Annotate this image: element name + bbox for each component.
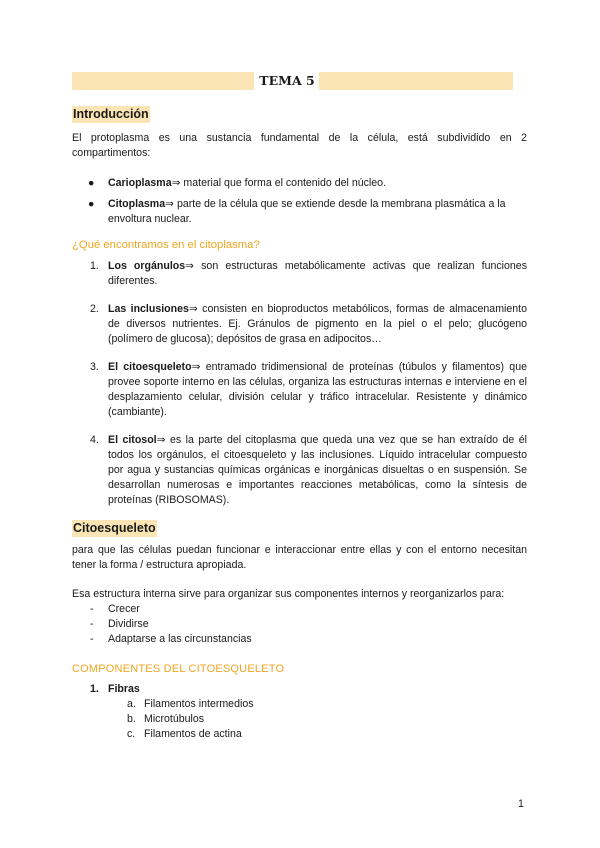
list-item: [72, 602, 527, 617]
cito-dash-list: [72, 602, 527, 647]
cito-paragraph-2: Esa estructura interna sirve para organizar sus componentes internos y reorganizarlos para:: [72, 588, 505, 600]
components-section: [72, 661, 527, 742]
item-label: Fibras: [108, 683, 140, 695]
item-text: Filamentos de actina: [144, 728, 242, 740]
intro-section: [72, 106, 527, 227]
arrow-icon: ⇒: [156, 434, 166, 446]
item-text: entramado tridimensional de proteínas (túbulos y filamentos) que provee soporte interno en las células, organiza las estructuras internas e interviene en el desplazamiento celular, división celular y tráfico intracelular. Resistente y dinámico (cambiante).: [108, 361, 527, 418]
question-list: [72, 259, 527, 508]
cito-heading: Citoesqueleto: [73, 521, 156, 535]
item-number: 1.: [90, 260, 99, 272]
list-item: [72, 360, 527, 420]
arrow-icon: ⇒: [171, 177, 181, 189]
title-bar: [72, 72, 527, 90]
dash-text: Crecer: [108, 603, 140, 615]
intro-heading: Introducción: [73, 107, 149, 121]
item-term: El citosol: [108, 434, 157, 446]
title-highlight-left: [72, 72, 254, 90]
item-text: Filamentos intermedios: [144, 698, 254, 710]
item-term: El citoesqueleto: [108, 361, 192, 373]
document-page: [72, 72, 527, 742]
cito-paragraph-1: para que las células puedan funcionar e interaccionar entre ellas y con el entorno necesitan tener la forma / estructura apropiada.: [72, 544, 527, 571]
bullet-text: material que forma el contenido del núcleo.: [180, 177, 387, 189]
question-heading: ¿Qué encontramos en el citoplasma?: [72, 239, 260, 251]
item-text: es la parte del citoplasma que queda una vez que se han extraído de él todos los orgánulos, el citoesqueleto y las inclusiones. Líquido intracelular compuesto por agua y sustancias químicas orgánicas e inorgánicas disueltas o en suspensión. Se desarrollan numerosas e importantes reacciones metabólicas, como la síntesis de proteínas (RIBOSOMAS).: [108, 434, 527, 506]
item-text: son estructuras metabólicamente activas que realizan funciones diferentes.: [108, 260, 527, 287]
list-item: [72, 727, 527, 742]
list-item: [72, 632, 527, 647]
item-letter: a.: [127, 698, 136, 710]
components-heading: COMPONENTES DEL CITOESQUELETO: [72, 663, 285, 675]
item-letter: b.: [127, 713, 136, 725]
item-letter: c.: [127, 728, 136, 740]
cito-section: [72, 520, 527, 647]
components-sublist: [72, 697, 527, 742]
item-number: 3.: [90, 361, 99, 373]
item-text: Microtúbulos: [144, 713, 205, 725]
list-item: [72, 433, 527, 508]
item-term: Los orgánulos: [108, 260, 186, 272]
bullet-text: parte de la célula que se extiende desde la membrana plasmática a la envoltura nuclear.: [108, 198, 506, 225]
arrow-icon: ⇒: [185, 260, 195, 272]
question-section: [72, 237, 527, 508]
item-term: Las inclusiones: [108, 303, 189, 315]
item-number: 4.: [90, 434, 99, 446]
page-title: TEMA 5: [259, 73, 315, 88]
item-number: 1.: [90, 683, 99, 695]
dash-icon: -: [90, 618, 94, 630]
intro-paragraph: El protoplasma es una sustancia fundamental de la célula, está subdividido en 2 compartimentos:: [72, 132, 527, 159]
list-item: [72, 176, 527, 191]
list-item: [72, 617, 527, 632]
intro-bullet-list: [72, 176, 527, 227]
list-item: [72, 259, 527, 289]
list-item: [72, 682, 527, 697]
list-item: [72, 712, 527, 727]
arrow-icon: ⇒: [191, 361, 201, 373]
item-number: 2.: [90, 303, 99, 315]
arrow-icon: ⇒: [188, 303, 198, 315]
dash-icon: -: [90, 633, 94, 645]
arrow-icon: ⇒: [165, 198, 174, 210]
dash-icon: -: [90, 603, 94, 615]
title-highlight-right: [319, 72, 513, 90]
components-list: [72, 682, 527, 697]
dash-text: Dividirse: [108, 618, 149, 630]
bullet-term: Carioplasma: [108, 177, 172, 189]
bullet-icon: ●: [88, 177, 95, 189]
dash-text: Adaptarse a las circunstancias: [108, 633, 252, 645]
page-number: 1: [518, 798, 524, 810]
list-item: [72, 697, 527, 712]
bullet-term: Citoplasma: [108, 198, 166, 210]
bullet-icon: ●: [88, 198, 95, 210]
item-text: consisten en bioproductos metabólicos, formas de almacenamiento de diversos nutrientes. Ej. Gránulos de pigmento en la piel o el pelo; glucógeno (polímero de glucosa); depósitos de grasa en adipocitos…: [108, 303, 527, 345]
list-item: [72, 302, 527, 347]
list-item: [72, 197, 527, 227]
